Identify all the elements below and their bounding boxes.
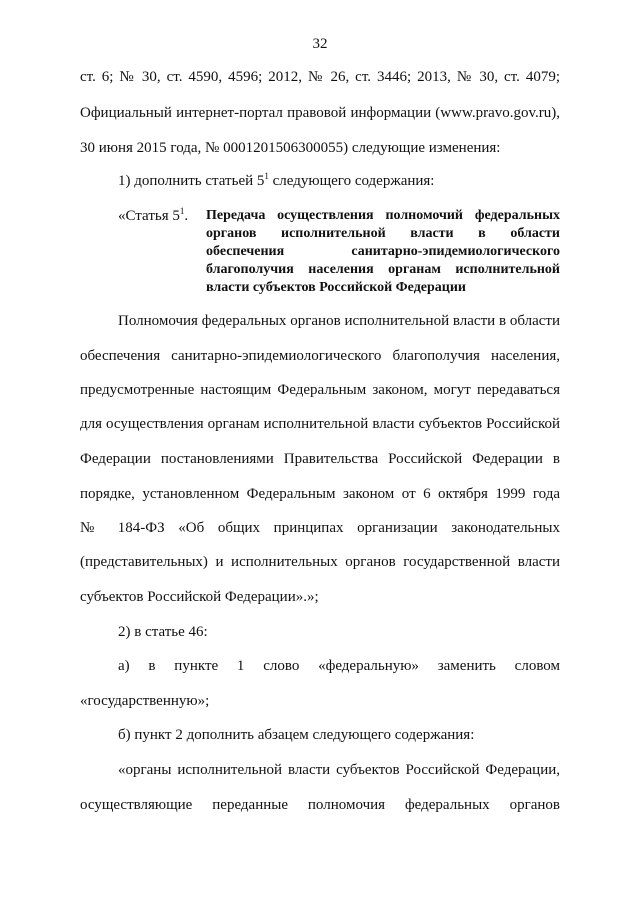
article-label [118, 207, 188, 225]
body-line: субъектов Российской Федерации».»; [80, 589, 319, 605]
page-number: 32 [312, 36, 328, 52]
item-2: 2) в статье 46: [118, 624, 208, 640]
article-title [206, 207, 560, 297]
quote-line-1: «органы исполнительной власти субъектов Российской Федерации, [118, 762, 560, 778]
item-1-tail: следующего содержания: [268, 173, 435, 189]
body-line: Полномочия федеральных органов исполнительной власти в области [118, 313, 560, 329]
article-title-line: благополучия населения органам исполнительной [206, 262, 560, 277]
article-title-line: обеспечения санитарно-эпидемиологического [206, 244, 560, 259]
item-1-sup: 1 [264, 171, 269, 181]
body-line: № 184-ФЗ «Об общих принципах организации законодательных [80, 520, 560, 536]
body-line: порядке, установленном Федеральным законом от 6 октября 1999 года [80, 486, 560, 502]
intro-line-1: ст. 6; № 30, ст. 4590, 4596; 2012, № 26, ст. 3446; 2013, № 30, ст. 4079; [80, 69, 560, 85]
body-line: (представительных) и исполнительных органов государственной власти [80, 554, 560, 570]
item-1 [118, 172, 560, 190]
body-line: для осуществления органам исполнительной власти субъектов Российской [80, 416, 560, 432]
intro-line-2: Официальный интернет-портал правовой информации (www.pravo.gov.ru), [80, 105, 560, 121]
quote-line-2: осуществляющие переданные полномочия федеральных органов [80, 797, 560, 813]
article-label-sup: 1 [179, 206, 185, 216]
item-2b: б) пункт 2 дополнить абзацем следующего содержания: [118, 727, 475, 743]
body-line: Федерации постановлениями Правительства Российской Федерации в [80, 451, 560, 467]
article-title-line: власти субъектов Российской Федерации [206, 280, 466, 295]
item-2a-line-2: «государственную»; [80, 693, 210, 709]
intro-line-3: 30 июня 2015 года, № 0001201506300055) следующие изменения: [80, 140, 501, 156]
body-line: предусмотренные настоящим Федеральным законом, могут передаваться [80, 382, 560, 398]
article-label-text: «Статья 5 [118, 208, 180, 224]
item-2a-line-1: а) в пункте 1 слово «федеральную» заменить словом [118, 658, 560, 674]
item-1-text: 1) дополнить статьей 5 [118, 173, 265, 189]
article-title-line: органов исполнительной власти в области [206, 226, 560, 241]
body-line: обеспечения санитарно-эпидемиологического благополучия населения, [80, 348, 560, 364]
article-label-tail: . [184, 208, 189, 224]
article-title-line: Передача осуществления полномочий федеральных [206, 208, 560, 223]
